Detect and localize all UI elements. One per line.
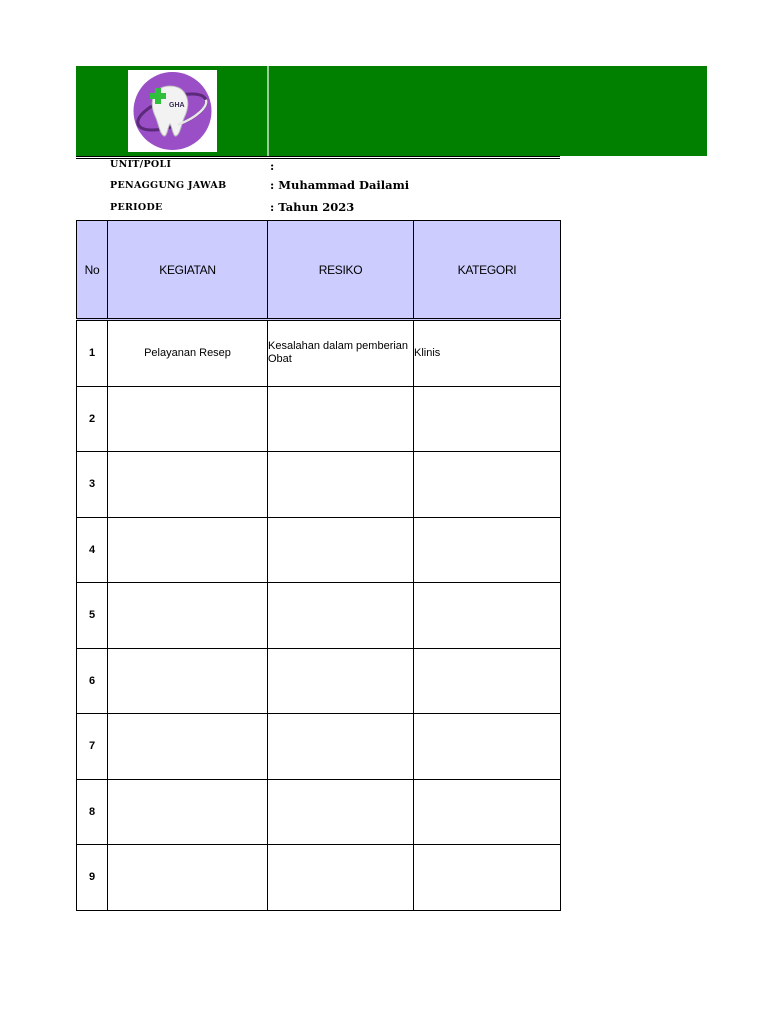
cell-kegiatan: Pelayanan Resep xyxy=(108,320,268,387)
column-header-kategori: KATEGORI xyxy=(414,221,561,320)
cell-no: 8 xyxy=(77,779,108,845)
penanggung-jawab-value: : Muhammad Dailami xyxy=(270,178,410,192)
cell-resiko xyxy=(268,714,414,780)
cell-no: 4 xyxy=(77,517,108,583)
periode-value: : Tahun 2023 xyxy=(270,200,355,214)
table-row xyxy=(77,320,561,387)
cell-kegiatan xyxy=(108,517,268,583)
cell-kategori xyxy=(414,779,561,845)
unit-poli-value: : xyxy=(270,159,275,173)
cell-resiko: Kesalahan dalam pemberian Obat xyxy=(268,320,414,387)
table-row xyxy=(77,648,561,714)
cell-kategori xyxy=(414,845,561,911)
cell-kategori xyxy=(414,648,561,714)
table-row xyxy=(77,386,561,452)
cell-resiko xyxy=(268,583,414,649)
table-row xyxy=(77,845,561,911)
risk-register-table xyxy=(76,220,561,911)
cell-no: 9 xyxy=(77,845,108,911)
cell-resiko xyxy=(268,648,414,714)
cell-kegiatan xyxy=(108,583,268,649)
column-header-resiko: RESIKO xyxy=(268,221,414,320)
cell-kegiatan xyxy=(108,386,268,452)
periode-label: PERIODE xyxy=(110,202,163,213)
cell-kegiatan xyxy=(108,452,268,518)
cell-resiko xyxy=(268,517,414,583)
unit-poli-label: UNIT/POLI xyxy=(110,159,172,170)
column-header-kegiatan: KEGIATAN xyxy=(108,221,268,320)
cell-no: 3 xyxy=(77,452,108,518)
column-header-no: No xyxy=(77,221,108,320)
header-banner xyxy=(76,66,707,156)
cell-kegiatan xyxy=(108,779,268,845)
cell-kegiatan xyxy=(108,648,268,714)
cell-resiko xyxy=(268,386,414,452)
penanggung-jawab-label: PENAGGUNG JAWAB xyxy=(110,180,227,191)
tooth-logo-icon xyxy=(128,70,217,152)
cell-resiko xyxy=(268,845,414,911)
cell-no: 7 xyxy=(77,714,108,780)
cell-kategori xyxy=(414,517,561,583)
banner-divider xyxy=(267,66,269,156)
top-rule xyxy=(76,156,560,157)
cell-kegiatan xyxy=(108,714,268,780)
table-row xyxy=(77,452,561,518)
table-row xyxy=(77,517,561,583)
table-row xyxy=(77,583,561,649)
cell-kegiatan xyxy=(108,845,268,911)
cell-resiko xyxy=(268,452,414,518)
cell-kategori: Klinis xyxy=(414,320,561,387)
cell-kategori xyxy=(414,386,561,452)
cell-no: 6 xyxy=(77,648,108,714)
cell-kategori xyxy=(414,583,561,649)
table-header-row xyxy=(77,221,561,320)
cell-kategori xyxy=(414,452,561,518)
table-row xyxy=(77,714,561,780)
cell-no: 1 xyxy=(77,320,108,387)
cell-resiko xyxy=(268,779,414,845)
cell-kategori xyxy=(414,714,561,780)
clinic-logo xyxy=(128,70,217,152)
cell-no: 5 xyxy=(77,583,108,649)
cell-no: 2 xyxy=(77,386,108,452)
logo-text: GHA xyxy=(169,102,185,109)
table-row xyxy=(77,779,561,845)
